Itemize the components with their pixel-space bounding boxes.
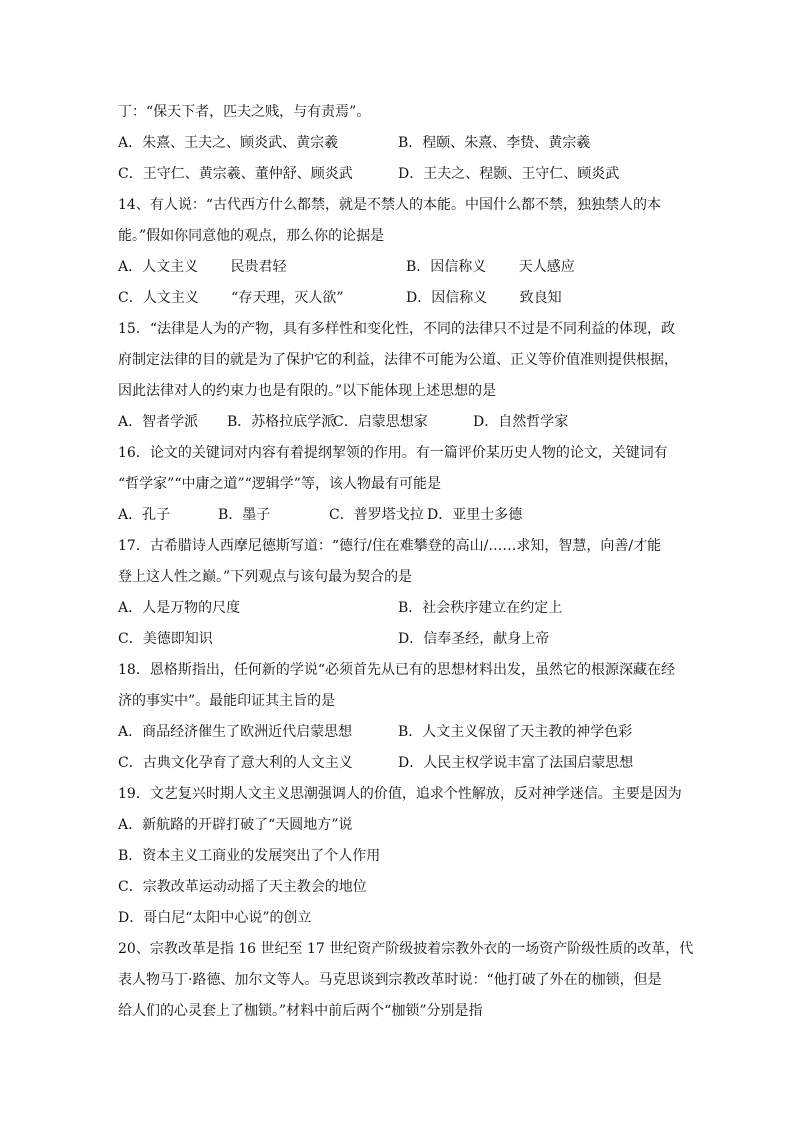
q18-option-c: C．古典文化孕育了意大利的人文主义 bbox=[118, 755, 353, 771]
q18-stem-line-1: 18．恩格斯指出，任何新的学说“必须首先从已有的思想材料出发，虽然它的根源深藏在经 bbox=[118, 662, 675, 678]
q17-option-c: C．美德即知识 bbox=[118, 631, 213, 647]
q17-option-b: B．社会秩序建立在约定上 bbox=[398, 600, 563, 616]
q20-stem-line-2: 表人物马丁·路德、加尔文等人。马克思谈到宗教改革时说：“他打破了外在的枷锁，但是 bbox=[118, 972, 662, 988]
q16-stem-line-1: 16．论文的关键词对内容有着提纲挈领的作用。有一篇评价某历史人物的论文，关键词有 bbox=[118, 445, 668, 461]
q15-option-c: C．启蒙思想家 bbox=[333, 414, 428, 430]
q15-stem-line-2: 府制定法律的目的就是为了保护它的利益，法律不可能为公道、正义等价值准则提供根据， bbox=[118, 352, 678, 368]
q19-option-d: D．哥白尼“太阳中心说”的创立 bbox=[118, 910, 312, 926]
q14-option-a: A．人文主义 民贵君轻 bbox=[118, 259, 287, 275]
q14-option-d: D．因信称义 致良知 bbox=[406, 290, 562, 306]
q19-option-a: A．新航路的开辟打破了“天圆地方”说 bbox=[118, 817, 353, 833]
q13-option-a: A．朱熹、王夫之、顾炎武、黄宗羲 bbox=[118, 135, 339, 151]
q16-option-b: B．墨子 bbox=[218, 507, 271, 523]
q14-stem-line-1: 14、有人说：“古代西方什么都禁，就是不禁人的本能。中国什么都不禁，独独禁人的本 bbox=[118, 197, 661, 213]
q15-option-d: D．自然哲学家 bbox=[473, 414, 569, 430]
q13-option-b: B．程颐、朱熹、李贽、黄宗羲 bbox=[398, 135, 591, 151]
q17-stem-line-1: 17．古希腊诗人西摩尼德斯写道：“德行/住在难攀登的高山/……求知，智慧，向善/才能 bbox=[118, 538, 662, 554]
q19-option-b: B．资本主义工商业的发展突出了个人作用 bbox=[118, 848, 381, 864]
q17-option-d: D．信奉圣经，献身上帝 bbox=[398, 631, 550, 647]
q13-option-c: C．王守仁、黄宗羲、董仲舒、顾炎武 bbox=[118, 166, 353, 182]
q18-option-b: B．人文主义保留了天主教的神学色彩 bbox=[398, 724, 633, 740]
q14-option-c: C．人文主义 “存天理，灭人欲” bbox=[118, 290, 344, 306]
q16-option-a: A．孔子 bbox=[118, 507, 171, 523]
q15-option-b: B．苏格拉底学派 bbox=[227, 414, 336, 430]
q20-stem-line-3: 给人们的心灵套上了枷锁。”材料中前后两个“枷锁”分别是指 bbox=[118, 1003, 483, 1019]
q17-option-a: A．人是万物的尺度 bbox=[118, 600, 241, 616]
q19-option-c: C．宗教改革运动动摇了天主教会的地位 bbox=[118, 879, 367, 895]
q18-option-a: A．商品经济催生了欧洲近代启蒙思想 bbox=[118, 724, 353, 740]
q19-stem-line-1: 19．文艺复兴时期人文主义思潮强调人的价值，追求个性解放，反对神学迷信。主要是因为 bbox=[118, 786, 682, 802]
q18-option-d: D．人民主权学说丰富了法国启蒙思想 bbox=[398, 755, 634, 771]
q16-stem-line-2: “哲学家”“中庸之道”“逻辑学”等，该人物最有可能是 bbox=[118, 476, 441, 492]
q16-option-d: D．亚里士多德 bbox=[427, 507, 523, 523]
q13-stem-tail: 丁：“保天下者，匹夫之贱，与有责焉”。 bbox=[118, 104, 371, 120]
q15-stem-line-3: 因此法律对人的约束力也是有限的。”以下能体现上述思想的是 bbox=[118, 383, 497, 399]
q14-option-b: B．因信称义 天人感应 bbox=[406, 259, 575, 275]
q15-option-a: A．智者学派 bbox=[118, 414, 199, 430]
q16-option-c: C．普罗塔戈拉 bbox=[329, 507, 424, 523]
q17-stem-line-2: 登上这人性之巅。”下列观点与该句最为契合的是 bbox=[118, 569, 413, 585]
q15-stem-line-1: 15．“法律是人为的产物，具有多样性和变化性，不同的法律只不过是不同利益的体现，政 bbox=[118, 321, 675, 337]
q13-option-d: D．王夫之、程颢、王守仁、顾炎武 bbox=[398, 166, 620, 182]
q20-stem-line-1: 20、宗教改革是指 16 世纪至 17 世纪资产阶级披着宗教外衣的一场资产阶级性质的改革，代 bbox=[118, 941, 694, 957]
q18-stem-line-2: 济的事实中”。最能印证其主旨的是 bbox=[118, 693, 336, 709]
q14-stem-line-2: 能。”假如你同意他的观点，那么你的论据是 bbox=[118, 228, 385, 244]
